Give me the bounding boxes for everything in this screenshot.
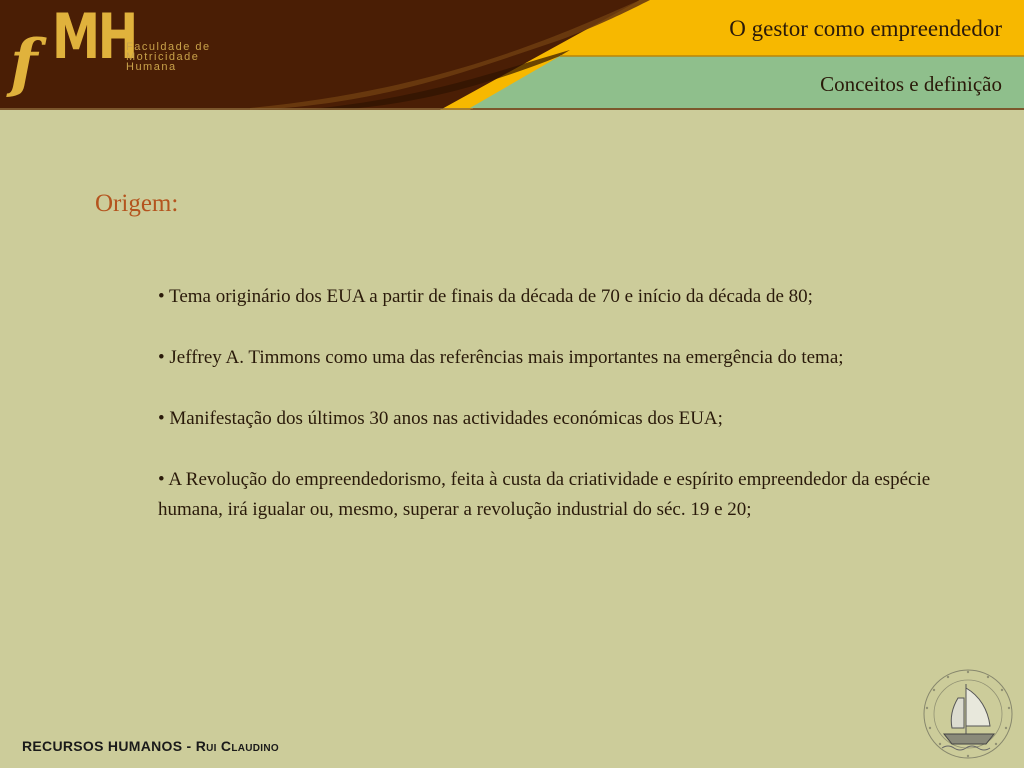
- slide-header: [0, 0, 1024, 110]
- logo-faculty-name: [126, 42, 211, 72]
- bullet-item: • Manifestação dos últimos 30 anos nas actividades económicas dos EUA;: [158, 408, 723, 429]
- section-heading: Origem:: [95, 190, 179, 217]
- bullet-item: • A Revolução do empreendedorismo, feita à custa da criatividade e espírito empreendedor da espécie humana, irá igualar ou, mesmo, superar a revolução industrial do séc. 19 e 20;: [158, 469, 931, 520]
- bullet-item: • Jeffrey A. Timmons como uma das referências mais importantes na emergência do tema;: [158, 347, 844, 368]
- logo-line-2: Motricidade: [126, 51, 200, 63]
- footer-author: Rui Claudino: [195, 738, 279, 754]
- bullet-list: [158, 282, 958, 556]
- faculty-logo: [8, 0, 258, 104]
- logo-line-1: Faculdade de: [126, 41, 211, 53]
- logo-line-3: Humana: [126, 61, 177, 73]
- slide-content: [0, 110, 1024, 768]
- bullet-item: • Tema originário dos EUA a partir de finais da década de 70 e início da década de 80;: [158, 286, 813, 307]
- caravel-seal-icon: [918, 664, 1018, 764]
- slide-subtitle: Conceitos e definição: [820, 72, 1002, 96]
- slide-footer: [22, 738, 279, 754]
- slide-title: O gestor como empreendedor: [729, 16, 1002, 41]
- logo-letter-f: f: [10, 26, 38, 101]
- logo-letters-mh: MH: [52, 0, 136, 73]
- footer-course: RECURSOS HUMANOS -: [22, 738, 196, 754]
